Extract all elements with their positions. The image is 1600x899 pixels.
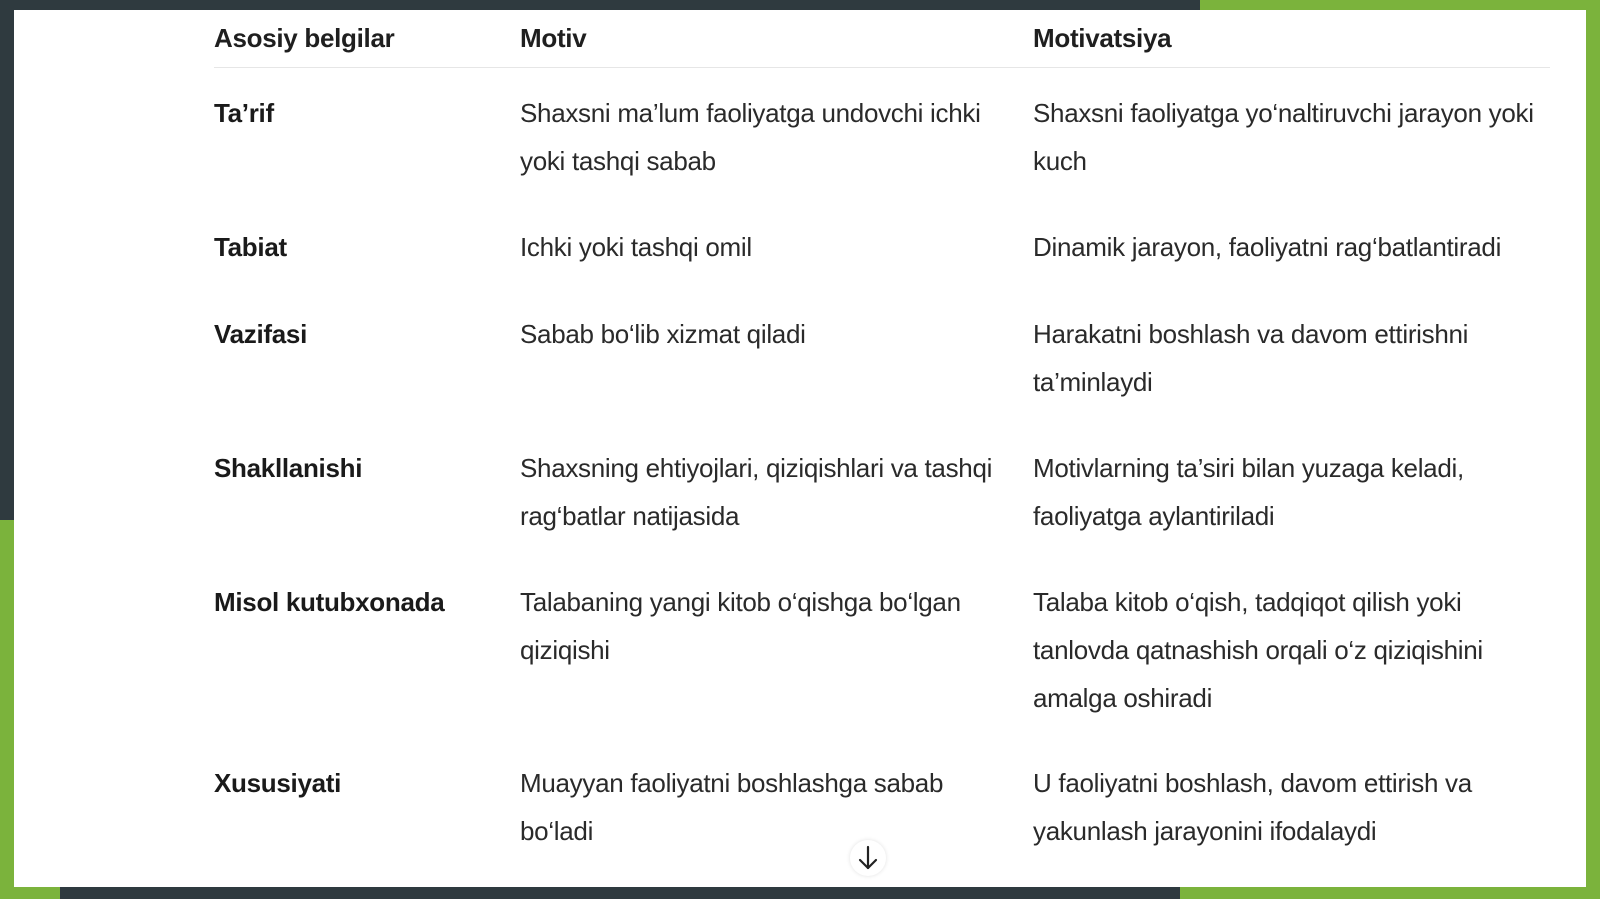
row-label: Misol kutubxonada [214, 587, 445, 617]
motiv-cell: Talabaning yangi kitob o‘qishga bo‘lgan qiziqishi [520, 587, 961, 665]
table-row [214, 89, 1550, 223]
row-label: Xususiyati [214, 768, 342, 798]
green-stripe-bottom-right [1180, 887, 1600, 899]
arrow-down-icon [857, 845, 879, 871]
comparison-table [214, 10, 1550, 869]
motivatsiya-cell: Shaxsni faoliyatga yo‘naltiruvchi jarayon yoki kuch [1033, 98, 1534, 176]
row-label: Ta’rif [214, 98, 274, 128]
motivatsiya-cell: Harakatni boshlash va davom ettirishni ta’minlaydi [1033, 319, 1469, 397]
scroll-down-button[interactable] [850, 840, 886, 876]
motivatsiya-cell: Dinamik jarayon, faoliyatni rag‘batlantiradi [1033, 232, 1502, 262]
green-stripe-bottom-left [0, 887, 60, 899]
table-row [214, 310, 1550, 444]
motiv-cell: Shaxsni ma’lum faoliyatga undovchi ichki yoki tashqi sabab [520, 98, 981, 176]
motiv-cell: Muayyan faoliyatni boshlashga sabab bo‘ladi [520, 768, 944, 846]
motivatsiya-cell: Motivlarning ta’siri bilan yuzaga keladi, faoliyatga aylantiriladi [1033, 453, 1464, 531]
table-row [214, 223, 1550, 310]
table-row [214, 578, 1550, 759]
row-label: Tabiat [214, 232, 287, 262]
header-motiv: Motiv [520, 23, 587, 53]
green-stripe-left [0, 520, 14, 899]
green-stripe-top-right [1200, 0, 1600, 10]
content-panel [14, 10, 1586, 887]
motiv-cell: Sabab bo‘lib xizmat qiladi [520, 319, 806, 349]
table-row [214, 444, 1550, 578]
motiv-cell: Shaxsning ehtiyojlari, qiziqishlari va tashqi rag‘batlar natijasida [520, 453, 993, 531]
row-label: Shakllanishi [214, 453, 363, 483]
header-motivatsiya: Motivatsiya [1033, 23, 1172, 53]
motiv-cell: Ichki yoki tashqi omil [520, 232, 752, 262]
green-stripe-right [1586, 0, 1600, 899]
motivatsiya-cell: Talaba kitob o‘qish, tadqiqot qilish yoki tanlovda qatnashish orqali o‘z qiziqishini amalga oshiradi [1033, 587, 1483, 713]
motivatsiya-cell: U faoliyatni boshlash, davom ettirish va yakunlash jarayonini ifodalaydi [1033, 768, 1472, 846]
header-asosiy-belgilar: Asosiy belgilar [214, 23, 395, 53]
table-header-row [214, 10, 1550, 68]
row-label: Vazifasi [214, 319, 307, 349]
